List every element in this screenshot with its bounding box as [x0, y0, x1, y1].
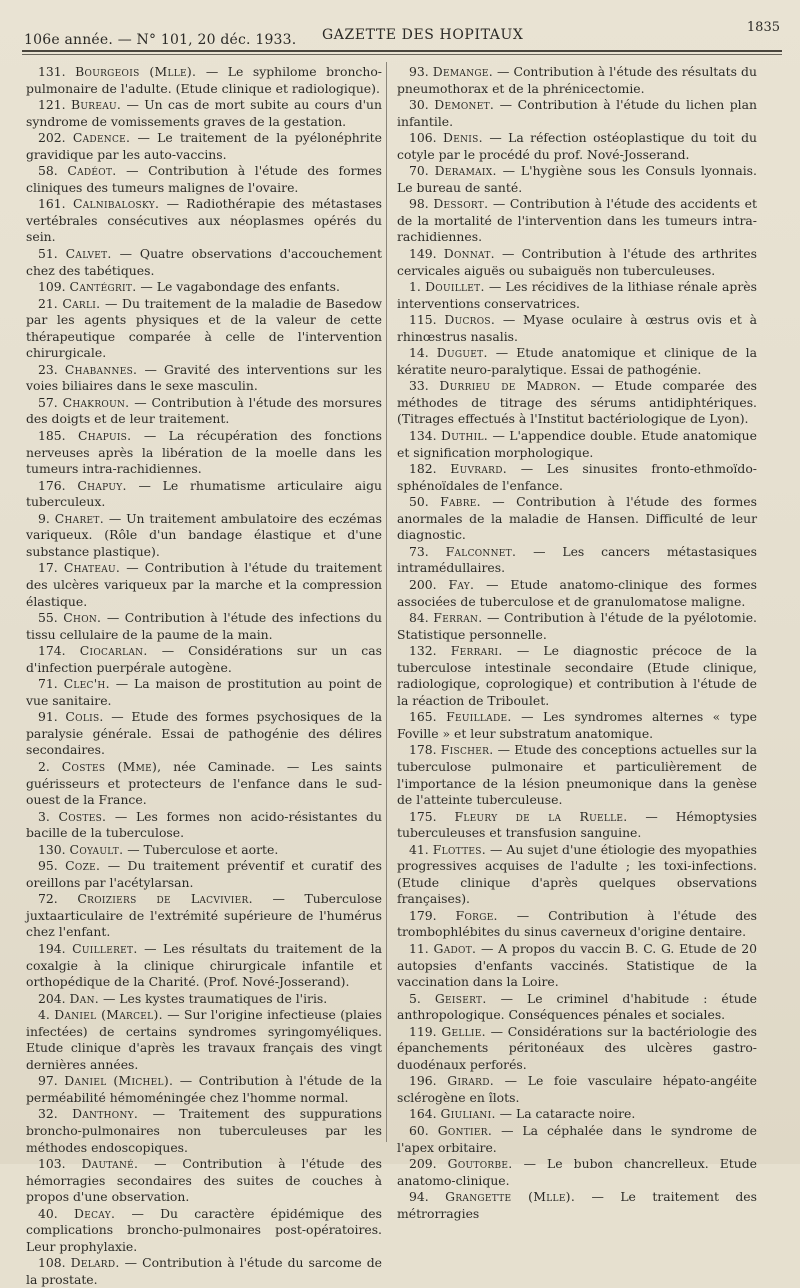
- entry-number: 93.: [409, 64, 429, 79]
- entry-author: Denis.: [443, 130, 483, 146]
- entry-title: — Sur l'origine infectieuse (plaies infectées) de certains syndromes syringomyéliques. Etude clinique d'après les travaux français des vingt dernières années.: [26, 1007, 382, 1072]
- entry-number: 17.: [38, 560, 58, 576]
- entry-author: Chapuis.: [78, 428, 132, 444]
- entry-number: 185.: [38, 428, 66, 444]
- entry-title: — Contribution à l'étude des trombophlébites du sinus caverneux d'origine dentaire.: [397, 907, 757, 940]
- entry-title: — Au sujet d'une étiologie des myopathies progressives acquises de l'adulte ; les toxi-infections. (Etude clinique d'après quelques observations françaises).: [397, 841, 757, 907]
- entry-title: — Les résultats du traitement de la coxalgie à la clinique chirurgicale infantile et orthopédique de la Charité. (Prof. Nové-Josserand).: [26, 940, 382, 990]
- entry-number: 2.: [38, 758, 50, 774]
- thesis-entry: [397, 941, 757, 991]
- entry-author: Croiziers de Lacvivier.: [77, 891, 253, 907]
- thesis-entry: [397, 544, 757, 577]
- entry-author: Costes (Mme),: [61, 758, 162, 774]
- entry-author: Giuliani.: [440, 1106, 496, 1122]
- entry-number: 130.: [38, 841, 66, 857]
- thesis-entry: [26, 1007, 382, 1073]
- thesis-entry: [397, 163, 757, 196]
- right-column: [397, 64, 757, 1222]
- entry-title: — Les récidives de la lithiase rénale après interventions conservatrices.: [397, 279, 757, 311]
- entry-author: Fabre.: [440, 494, 481, 510]
- thesis-entry: [397, 1024, 757, 1074]
- thesis-entry: [26, 362, 382, 395]
- thesis-entry: [26, 842, 382, 859]
- entry-title: — Tuberculose juxtaarticulaire de l'extrémité supérieure de l'humérus chez l'enfant.: [26, 891, 382, 940]
- entry-title: — Le traitement de la pyélonéphrite gravidique par les auto-vaccins.: [26, 130, 382, 162]
- entry-author: Ciocarlan.: [79, 643, 148, 659]
- thesis-entry: [26, 991, 382, 1008]
- thesis-entry: [26, 560, 382, 610]
- entry-author: Demange.: [432, 64, 493, 79]
- entry-number: 1.: [409, 279, 421, 295]
- thesis-entry: [397, 196, 757, 246]
- entry-title: — Etude des conceptions actuelles sur la tuberculose pulmonaire et particulièrement de l'importance de la lésion pneumonique dans la genèse de l'atteinte tuberculeuse.: [397, 742, 757, 808]
- entry-author: Coze.: [65, 858, 101, 874]
- entry-title: — La récupération des fonctions nerveuses après la libération de la moelle dans les tumeurs intra-rachidiennes.: [26, 428, 382, 477]
- entry-author: Durrieu de Madron.: [439, 378, 582, 394]
- entry-number: 115.: [409, 312, 437, 328]
- entry-title: — Les cancers métastasiques intramédullaires.: [397, 543, 757, 576]
- entry-author: Douillet.: [425, 279, 485, 295]
- entry-title: — Contribution à l'étude des formes anormales de la maladie de Hansen. Difficulté de leur diagnostic.: [397, 494, 757, 543]
- entry-author: Clec'h.: [63, 676, 110, 692]
- entry-number: 40.: [38, 1205, 58, 1221]
- entry-author: Goutorbe.: [447, 1156, 513, 1172]
- thesis-entry: [26, 1106, 382, 1156]
- entry-title: — Le criminel d'habitude : étude anthropologique. Conséquences pénales et sociales.: [397, 990, 757, 1023]
- entry-number: 60.: [409, 1123, 429, 1138]
- entry-author: Calvet.: [65, 246, 112, 262]
- thesis-entry: [397, 1073, 757, 1106]
- entry-title: — Contribution à l'étude du lichen plan infantile.: [397, 97, 757, 129]
- entry-number: 121.: [38, 97, 66, 113]
- entry-title: — Myase oculaire à œstrus ovis et à rhinœstrus nasalis.: [397, 312, 757, 344]
- entry-title: — Le bubon chancrelleux. Etude anatomo-clinique.: [397, 1156, 757, 1188]
- entry-number: 23.: [38, 361, 58, 377]
- entry-author: Dan.: [69, 990, 99, 1006]
- entry-number: 84.: [409, 610, 429, 626]
- entry-title: — A propos du vaccin B. C. G. Etude de 20 autopsies d'enfants vaccinés. Statistique de la vaccination dans la Loire.: [397, 940, 757, 990]
- thesis-entry: [397, 577, 757, 610]
- entry-title: — Contribution à l'étude des résultats du pneumothorax et de la phrénicectomie.: [397, 64, 757, 96]
- entry-number: 109.: [38, 279, 66, 295]
- thesis-entry: [397, 494, 757, 544]
- entry-title: — Le vagabondage des enfants.: [140, 279, 340, 295]
- entry-author: Chon.: [63, 610, 102, 626]
- thesis-entry: [397, 610, 757, 643]
- entry-title: — Contribution à l'étude des morsures des doigts et de leur traitement.: [26, 394, 382, 427]
- thesis-entry: [26, 196, 382, 246]
- entry-author: Ferrari.: [450, 643, 503, 659]
- entry-title: — Contribution à l'étude du traitement des ulcères variqueux par la marche et la compression élastique.: [26, 560, 382, 609]
- entry-author: Costes.: [58, 808, 107, 824]
- entry-number: 14.: [409, 345, 429, 361]
- entry-title: — Traitement des suppurations broncho-pulmonaires non tuberculeuses par les méthodes endoscopiques.: [26, 1106, 382, 1155]
- left-column: [26, 64, 382, 1288]
- thesis-entry: [26, 163, 382, 196]
- thesis-entry: [26, 941, 382, 991]
- entry-title: née Caminade. — Les saints guérisseurs et protecteurs de l'enfance dans le sud-ouest de la France.: [26, 758, 382, 808]
- thesis-entry: [26, 478, 382, 511]
- entry-number: 70.: [409, 163, 429, 179]
- entry-title: — Contribution à l'étude des infections du tissu cellulaire de la paume de la main.: [26, 610, 382, 642]
- entry-number: 72.: [38, 891, 58, 907]
- entry-author: Feuillade.: [446, 709, 512, 725]
- thesis-entry: [26, 130, 382, 163]
- entry-author: Falconnet.: [445, 543, 517, 559]
- entry-title: — Le syphilome broncho-pulmonaire de l'adulte. (Etude clinique et radiologique).: [26, 64, 382, 96]
- entry-author: Grangette (Mlle).: [445, 1189, 576, 1205]
- thesis-entry: [397, 279, 757, 312]
- entry-number: 9.: [38, 510, 50, 526]
- entry-title: — Etude des formes psychosiques de la paralysie générale. Essai de pathogénie des délires secondaires.: [26, 709, 382, 758]
- entry-author: Chakroun.: [62, 394, 130, 410]
- entry-number: 103.: [38, 1156, 66, 1172]
- thesis-entry: [397, 345, 757, 378]
- page-header: [22, 20, 782, 52]
- entry-number: 196.: [409, 1073, 437, 1089]
- entry-number: 95.: [38, 858, 58, 874]
- thesis-entry: [397, 461, 757, 494]
- thesis-entry: [397, 1123, 757, 1156]
- entry-title: — Contribution à l'étude du sarcome de la prostate.: [26, 1255, 382, 1287]
- entry-number: 91.: [38, 709, 58, 725]
- thesis-entry: [397, 643, 757, 709]
- entry-author: Dessort.: [433, 196, 489, 212]
- entry-author: Fay.: [448, 576, 475, 592]
- entry-title: — Du caractère épidémique des complications broncho-pulmonaires post-opératoires. Leur prophylaxie.: [26, 1205, 382, 1254]
- entry-author: Chapuy.: [77, 477, 127, 493]
- entry-author: Ducros.: [444, 312, 496, 328]
- entry-title: — Considérations sur un cas d'infection puerpérale autogène.: [26, 643, 382, 675]
- entry-number: 94.: [409, 1189, 429, 1205]
- entry-author: Chateau.: [63, 560, 121, 576]
- entry-number: 51.: [38, 246, 58, 262]
- thesis-entry: [26, 428, 382, 478]
- entry-number: 132.: [409, 643, 437, 659]
- entry-number: 50.: [409, 494, 429, 510]
- entry-title: — Le traitement des métrorragies: [397, 1189, 757, 1221]
- thesis-entry: [397, 809, 757, 842]
- entry-number: 119.: [409, 1023, 437, 1039]
- entry-title: — Les syndromes alternes « type Foville » et leur substratum anatomique.: [397, 709, 757, 741]
- thesis-entry: [26, 246, 382, 279]
- entry-author: Geisert.: [434, 990, 487, 1006]
- entry-title: — Radiothérapie des métastases vertébrales consécutives aux néoplasmes opérés du sein.: [26, 196, 382, 245]
- entry-title: — La cataracte noire.: [499, 1106, 636, 1122]
- entry-author: Fleury de la Ruelle.: [454, 808, 628, 824]
- entry-title: — Hémoptysies tuberculeuses et transfusion sanguine.: [397, 808, 757, 841]
- entry-number: 97.: [38, 1073, 58, 1089]
- entry-title: — L'appendice double. Etude anatomique et signification morphologique.: [397, 428, 757, 460]
- entry-number: 131.: [38, 64, 66, 79]
- entry-author: Cadence.: [72, 130, 131, 146]
- entry-number: 58.: [38, 163, 58, 179]
- thesis-entry: [397, 991, 757, 1024]
- entry-author: Daniel (Marcel).: [54, 1007, 163, 1023]
- entry-title: — Contribution à l'étude de la pyélotomie. Statistique personnelle.: [397, 610, 757, 642]
- entry-title: — Contribution à l'étude des formes cliniques des tumeurs malignes de l'ovaire.: [26, 163, 382, 195]
- entry-author: Charet.: [54, 510, 104, 526]
- entry-number: 149.: [409, 246, 437, 262]
- entry-title: — La réfection ostéoplastique du toit du cotyle par le procédé du prof. Nové-Josserand.: [397, 130, 757, 162]
- thesis-entry: [397, 312, 757, 345]
- entry-author: Girard.: [447, 1073, 495, 1089]
- entry-author: Donnat.: [443, 246, 495, 262]
- entry-author: Gellie.: [441, 1023, 486, 1039]
- thesis-entry: [26, 676, 382, 709]
- entry-author: Chabannes.: [64, 361, 138, 377]
- entry-number: 30.: [409, 97, 429, 113]
- entry-title: — Un cas de mort subite au cours d'un syndrome de vomissements graves de la gestation.: [26, 97, 382, 129]
- entry-author: Flottes.: [432, 841, 486, 857]
- entry-title: — Considérations sur la bactériologie des épanchements péritonéaux des ulcères gastro-duodénaux perforés.: [397, 1023, 757, 1072]
- entry-number: 178.: [409, 742, 437, 758]
- thesis-entry: [397, 709, 757, 742]
- thesis-entry: [26, 395, 382, 428]
- thesis-entry: [397, 246, 757, 279]
- entry-title: — Du traitement préventif et curatif des oreillons par l'acétylarsan.: [26, 858, 382, 890]
- entry-number: 55.: [38, 610, 58, 626]
- entry-number: 165.: [409, 709, 437, 725]
- entry-title: — Etude anatomique et clinique de la kératite neuro-paralytique. Essai de pathogénie.: [397, 345, 757, 377]
- entry-author: Dautané.: [81, 1156, 139, 1172]
- entry-number: 32.: [38, 1106, 58, 1122]
- entry-number: 11.: [409, 940, 429, 956]
- entry-title: — Quatre observations d'accouchement chez des tabétiques.: [26, 246, 382, 278]
- header-rule: [22, 54, 782, 55]
- thesis-entry: [397, 1189, 757, 1222]
- entry-author: Colis.: [65, 709, 104, 725]
- entry-author: Gontier.: [437, 1123, 493, 1138]
- entry-title: — Le diagnostic précoce de la tuberculose intestinale secondaire (Etude clinique, radiologique, coprologique) et contribution à l'étude de la réaction de Triboulet.: [397, 643, 757, 708]
- entry-author: Duguet.: [436, 345, 488, 361]
- entry-title: — Contribution à l'étude des hémorragies secondaires des suites de couches à propos d'une observation.: [26, 1156, 382, 1205]
- thesis-entry: [26, 279, 382, 296]
- thesis-entry: [397, 97, 757, 130]
- entry-author: Danthony.: [72, 1106, 139, 1122]
- entry-title: — Gravité des interventions sur les voies biliaires dans le sexe masculin.: [26, 361, 382, 394]
- entry-title: — Contribution à l'étude des arthrites cervicales aiguës ou subaiguës non tuberculeuses.: [397, 246, 757, 278]
- thesis-entry: [26, 610, 382, 643]
- entry-number: 175.: [409, 808, 437, 824]
- entry-number: 73.: [409, 543, 429, 559]
- entry-number: 71.: [38, 676, 58, 692]
- entry-title: — Le foie vasculaire hépato-angéite sclérogène en îlots.: [397, 1073, 757, 1105]
- entry-number: 176.: [38, 477, 66, 493]
- thesis-entry: [397, 378, 757, 428]
- entry-author: Demonet.: [434, 97, 495, 113]
- entry-author: Coyault.: [69, 841, 124, 857]
- entry-author: Ferran.: [433, 610, 483, 626]
- entry-author: Cuilleret.: [72, 940, 138, 956]
- entry-number: 106.: [409, 130, 437, 146]
- thesis-entry: [397, 1156, 757, 1189]
- entry-number: 164.: [409, 1106, 437, 1122]
- entry-number: 204.: [38, 990, 66, 1006]
- thesis-entry: [397, 428, 757, 461]
- thesis-entry: [26, 1255, 382, 1288]
- entry-title: — Les kystes traumatiques de l'iris.: [102, 990, 328, 1006]
- thesis-entry: [26, 1206, 382, 1256]
- entry-title: — Les sinusites fronto-ethmoïdo-sphénoïdales de l'enfance.: [397, 461, 757, 493]
- thesis-entry: [397, 842, 757, 908]
- entry-author: Calnibalosky.: [72, 196, 160, 212]
- entry-title: — Etude anatomo-clinique des formes associées de tuberculose et de granulomatose maligne.: [397, 576, 757, 609]
- thesis-entry: [26, 759, 382, 809]
- entry-number: 57.: [38, 394, 58, 410]
- thesis-entry: [26, 643, 382, 676]
- thesis-entry: [397, 908, 757, 941]
- thesis-entry: [397, 742, 757, 808]
- entry-title: — La céphalée dans le syndrome de l'apex orbitaire.: [397, 1123, 757, 1155]
- journal-title: GAZETTE DES HOPITAUX: [322, 27, 524, 43]
- entry-number: 134.: [409, 428, 437, 444]
- thesis-entry: [26, 511, 382, 561]
- thesis-entry: [26, 97, 382, 130]
- entry-number: 194.: [38, 940, 66, 956]
- thesis-entry: [26, 296, 382, 362]
- entry-author: Delard.: [70, 1255, 120, 1271]
- entry-title: — Du traitement de la maladie de Basedow par les agents physiques et de la valeur de cette thérapeutique comparée à celle de l'intervention chirurgicale.: [26, 295, 382, 361]
- entry-author: Decay.: [73, 1205, 116, 1221]
- entry-author: Forge.: [455, 907, 498, 923]
- entry-title: — La maison de prostitution au point de vue sanitaire.: [26, 676, 382, 708]
- entry-author: Bureau.: [70, 97, 122, 113]
- entry-number: 179.: [409, 907, 437, 923]
- entry-number: 200.: [409, 576, 437, 592]
- entry-title: — Les formes non acido-résistantes du bacille de la tuberculose.: [26, 808, 382, 841]
- issue-line: 106e année. — N° 101, 20 déc. 1933.: [24, 32, 297, 48]
- entry-number: 161.: [38, 196, 66, 212]
- thesis-entry: [26, 858, 382, 891]
- entry-number: 202.: [38, 130, 66, 146]
- entry-title: — Tuberculose et aorte.: [127, 841, 279, 857]
- entry-author: Carli.: [62, 295, 101, 311]
- entry-author: Deramaix.: [434, 163, 497, 179]
- column-divider: [386, 62, 387, 1142]
- entry-number: 174.: [38, 643, 66, 659]
- entry-number: 98.: [409, 196, 429, 212]
- thesis-entry: [397, 1106, 757, 1123]
- entry-author: Duthil.: [441, 428, 488, 444]
- entry-author: Cadéot.: [67, 163, 117, 179]
- entry-number: 33.: [409, 378, 429, 394]
- thesis-entry: [26, 64, 382, 97]
- entry-number: 182.: [409, 461, 437, 477]
- entry-number: 21.: [38, 295, 58, 311]
- thesis-entry: [26, 809, 382, 842]
- entry-number: 41.: [409, 841, 429, 857]
- entry-title: — Contribution à l'étude de la perméabilité hémoméningée chez l'homme normal.: [26, 1073, 382, 1105]
- thesis-entry: [26, 709, 382, 759]
- thesis-entry: [26, 1073, 382, 1106]
- thesis-entry: [397, 64, 757, 97]
- thesis-entry: [397, 130, 757, 163]
- entry-number: 108.: [38, 1255, 66, 1271]
- entry-title: — Contribution à l'étude des accidents et de la mortalité de l'intervention dans les tumeurs intra-rachidiennes.: [397, 196, 757, 245]
- entry-number: 3.: [38, 808, 50, 824]
- entry-number: 4.: [38, 1007, 50, 1023]
- entry-author: Cantégrit.: [69, 279, 137, 295]
- entry-author: Euvrard.: [450, 461, 508, 477]
- entry-author: Fischer.: [440, 742, 494, 758]
- entry-title: — L'hygiène sous les Consuls lyonnais. Le bureau de santé.: [397, 163, 757, 195]
- entry-title: — Etude comparée des méthodes de titrage des sérums antidiphtériques. (Titrages effectués à l'Institut bactériologique de Lyon).: [397, 378, 757, 427]
- entry-title: — Un traitement ambulatoire des eczémas variqueux. (Rôle d'un bandage élastique et d'une substance plastique).: [26, 510, 382, 559]
- entry-author: Bourgeois (Mlle).: [75, 64, 197, 79]
- entry-title: — Le rhumatisme articulaire aigu tuberculeux.: [26, 477, 382, 510]
- entry-author: Daniel (Michel).: [64, 1073, 174, 1089]
- page-number: 1835: [746, 20, 780, 35]
- entry-author: Gadot.: [433, 940, 477, 956]
- entry-number: 5.: [409, 990, 421, 1006]
- thesis-entry: [26, 891, 382, 941]
- entry-number: 209.: [409, 1156, 437, 1172]
